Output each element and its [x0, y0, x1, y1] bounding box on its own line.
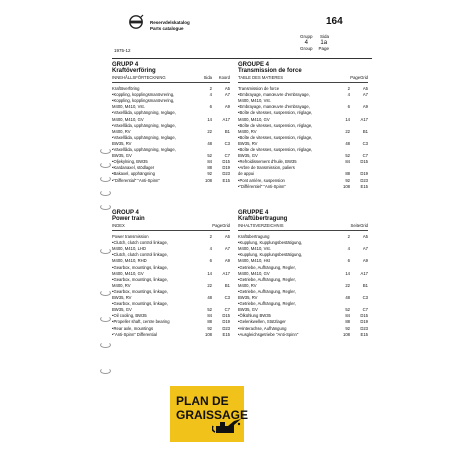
index-row-grid: C3 [224, 295, 230, 301]
section-subtitle: INDEX [112, 223, 125, 228]
index-row-text: M400, M410, Vst. [112, 104, 145, 110]
index-row-text: BW35, RV [238, 140, 258, 146]
section-group: GRUPP 4 [112, 62, 139, 68]
section-group: GROUP 4 [112, 210, 139, 216]
binder-ring-icon [100, 148, 111, 154]
index-row-text: M400, M410, GV [238, 270, 270, 276]
index-row-page: 92 [207, 171, 212, 177]
index-row-text: •Gearbox, mountings, linkage, [112, 264, 168, 270]
index-row-grid: B1 [224, 128, 230, 134]
index-row-page: 14 [345, 116, 350, 122]
index-row-page: 6 [209, 258, 212, 264]
index-row-grid: A5 [362, 234, 368, 240]
index-row-page: 48 [207, 295, 212, 301]
index-row-page: 84 [345, 159, 350, 165]
index-row-page: 108 [343, 331, 350, 337]
index-row-grid: D19 [360, 319, 368, 325]
index-row-grid: A7 [224, 92, 230, 98]
index-row-text: •Koppling, kopplingsmanövrering, [112, 92, 175, 98]
index-row-grid: D19 [222, 165, 230, 171]
index-row-text: •Gelenkwellen, Stützlager [238, 319, 286, 325]
index-row-text: •Arbre de transmission, paliers [238, 165, 295, 171]
index-list [112, 234, 230, 338]
index-row-text: •Boîte de vitesses, suspension, réglage, [238, 122, 313, 128]
section-group: GROUPE 4 [238, 62, 270, 68]
oil-can-icon [212, 416, 242, 438]
index-row-grid: D15 [222, 159, 230, 165]
index-row-text: •Växellåda, upphängning, reglage, [112, 122, 176, 128]
index-row-text: •Embrayage, manœuvre d'embrayage, [238, 104, 310, 110]
index-row-text: •Växellåda, upphängning, reglage, [112, 134, 176, 140]
section-title: Kraftöverföring [112, 68, 156, 74]
group-page-block [300, 34, 329, 52]
index-row-grid: A17 [360, 270, 368, 276]
header-rule [112, 58, 372, 59]
index-row-text: M400, M410, Hst [238, 258, 270, 264]
index-row-text: •Växellåda, upphängning, reglage, [112, 110, 176, 116]
index-row-page: 52 [207, 307, 212, 313]
index-row-text: •Kardanaxel, stödlager [112, 165, 155, 171]
index-row-page: 88 [345, 319, 350, 325]
index-row-text: •Clutch, clutch control linkage, [112, 252, 168, 258]
index-row-page: 2 [209, 234, 212, 240]
sida-value: 1a [320, 40, 328, 46]
index-row-text: •Getriebe, Aufhängung, Regler, [238, 264, 296, 270]
index-row-page: 14 [207, 270, 212, 276]
index-row-text: BW35, GV [238, 153, 258, 159]
index-row-text: BW35, RV [238, 295, 258, 301]
catalogue-date: 1975-12 [114, 48, 131, 53]
index-row-grid: D23 [222, 325, 230, 331]
section-subtitle: INNEHÅLLSFÖRTECKNING [112, 75, 166, 80]
index-row-text: M400, RV [112, 128, 131, 134]
section-rule [112, 230, 230, 231]
index-row-text: M400, RV [238, 282, 257, 288]
index-row-text: •Boîte de vitesses, suspension, réglage, [238, 134, 313, 140]
index-row-text: Transmission de force [238, 86, 280, 92]
index-row-grid: C7 [362, 153, 368, 159]
index-row-text: •Refroidissement d'huile, BW35 [238, 159, 297, 165]
index-row-text: •"Differential" "Anti-Spinn" [112, 177, 160, 183]
index-row-text: •Boîte de vitesses, suspension, réglage, [238, 110, 313, 116]
index-row-text: •Gearbox, mountings, linkage, [112, 276, 168, 282]
index-row-text: •Getriebe, Aufhängung, Regler, [238, 276, 296, 282]
binder-ring-icon [100, 190, 111, 196]
index-row-page: 88 [207, 165, 212, 171]
index-row-grid: B1 [224, 282, 230, 288]
index-row-page: 2 [209, 86, 212, 92]
gruppe-label: Grupp [300, 34, 313, 39]
section-group: GRUPPE 4 [238, 210, 269, 216]
section-subtitle: TABLE DES MATIERES [238, 75, 283, 80]
index-row-text: •Getriebe, Aufhängung, Regler, [238, 301, 296, 307]
index-row-text: BW35, RV [112, 140, 132, 146]
index-row-page: 4 [347, 246, 350, 252]
index-row-text: M400, M410, Vst. [238, 98, 271, 104]
index-row-page: 22 [207, 282, 212, 288]
index-row-text: •Koppling, kopplingsmanövrering, [112, 98, 175, 104]
index-row-text: M400, M410, GV [112, 270, 144, 276]
binder-ring-icon [100, 316, 111, 322]
index-row-grid: D19 [222, 319, 230, 325]
index-row-grid: D23 [360, 325, 368, 331]
index-row-grid: C7 [224, 153, 230, 159]
index-row-grid: A5 [362, 86, 368, 92]
index-row-grid: D15 [360, 159, 368, 165]
index-row-page: 48 [207, 140, 212, 146]
index-row-text: •"Anti-Spinn" Differential [112, 331, 157, 337]
stamp-line2: GRAISSAGE [176, 408, 249, 422]
index-row-text: •Hinterachse, Aufhängung [238, 325, 287, 331]
index-row-page: 6 [347, 104, 350, 110]
index-row-grid: A17 [222, 116, 230, 122]
section-title: Power train [112, 216, 145, 222]
binder-ring-icon [100, 162, 111, 168]
index-row-page: 22 [207, 128, 212, 134]
index-row-text: •Bakaxel, upphängning [112, 171, 155, 177]
index-row-page: 52 [345, 307, 350, 313]
index-row-grid: E15 [222, 331, 230, 337]
index-row-page: 52 [207, 153, 212, 159]
index-row-grid: A9 [224, 104, 230, 110]
index-row-grid: A7 [362, 92, 368, 98]
index-row-text: Power transmission [112, 234, 149, 240]
index-row-text: •Propeller shaft, centre bearing [112, 319, 170, 325]
index-row-page: 6 [347, 258, 350, 264]
section-german [238, 210, 368, 338]
index-row-text: BW35, RV [112, 295, 132, 301]
index-row [238, 184, 368, 190]
index-row-text: Kraftöverföring [112, 86, 140, 92]
col-grid-header: Grid [360, 223, 368, 228]
index-row-grid: A17 [222, 270, 230, 276]
index-row-page: 22 [345, 128, 350, 134]
binder-ring-icon [100, 248, 111, 254]
index-row-text: •Rear axle, mountings [112, 325, 154, 331]
page-number: 164 [326, 16, 343, 27]
index-row-text: BW35, GV [112, 307, 132, 313]
index-row-grid: A5 [224, 234, 230, 240]
index-row-text: •Ölkühlung BW35 [238, 313, 271, 319]
index-row-text: •Kupplung, Kupplungsbestätigung, [238, 240, 303, 246]
index-row-page: 52 [345, 153, 350, 159]
title-english: Parts catalogue [150, 26, 184, 31]
index-row-text: BW35, GV [238, 307, 258, 313]
index-row-page: 108 [205, 177, 212, 183]
section-rule [238, 230, 368, 231]
index-row-text: de appui [238, 171, 255, 177]
index-row-text: •Boîte de vitesses, suspension, réglage, [238, 147, 313, 153]
binder-ring-icon [100, 176, 111, 182]
index-row-grid: C7 [362, 307, 368, 313]
index-row-grid: A7 [362, 246, 368, 252]
index-row-grid: A7 [224, 246, 230, 252]
index-row-grid: A9 [362, 104, 368, 110]
index-row-page: 48 [345, 140, 350, 146]
index-row-text: M400, M410, Vst. [238, 246, 271, 252]
sida-label: Sida [320, 34, 330, 39]
index-row-text: BW35, GV [112, 153, 132, 159]
index-list [238, 86, 368, 190]
plan-de-graissage-stamp[interactable] [170, 386, 249, 442]
index-row-text: •Clutch, clutch control linkage, [112, 240, 168, 246]
index-row-grid: D15 [222, 313, 230, 319]
index-row-text: •Gearbox, mountings, linkage, [112, 301, 168, 307]
col-grid-header: Koord [218, 75, 230, 80]
group-value: 4 [304, 40, 308, 46]
index-row-grid: B1 [362, 128, 368, 134]
binder-ring-icon [100, 290, 111, 296]
page-label: Page [318, 46, 330, 51]
index-row-text: M400, M410, LHD [112, 246, 146, 252]
index-row-page: 2 [347, 234, 350, 240]
section-title: Transmission de force [238, 68, 302, 74]
index-row-page: 108 [205, 331, 212, 337]
index-row-text: Kraftübertragung [238, 234, 270, 240]
col-grid-header: Grid [222, 223, 230, 228]
index-row-text: •Gearbox, mountings, linkage, [112, 288, 168, 294]
index-row-grid: A5 [224, 86, 230, 92]
index-row-grid: C3 [224, 140, 230, 146]
index-row-text: •"Différentiel" "Anti-Spinn" [238, 183, 286, 189]
index-row-text: M400, RV [238, 128, 257, 134]
index-row-text: •Växellåda, upphängning, reglage, [112, 147, 176, 153]
index-row-page: 4 [347, 92, 350, 98]
stamp-line1: PLAN DE [176, 394, 229, 408]
index-row-text: •Kupplung, Kupplungsbestätigung, [238, 252, 303, 258]
index-row-page: 92 [207, 325, 212, 331]
binder-ring-icon [100, 342, 111, 348]
index-row-text: •Pont arrière, suspension [238, 177, 285, 183]
index-row-page: 92 [345, 325, 350, 331]
index-row-text: M400, M410, GV [112, 116, 144, 122]
index-row-page: 2 [347, 86, 350, 92]
section-french [238, 62, 368, 190]
title-swedish: Reservdelskatalog [150, 20, 190, 25]
index-row-text: M400, RV [112, 282, 131, 288]
index-row-text: M400, M410, RHD [112, 258, 147, 264]
index-row-grid: D15 [360, 313, 368, 319]
index-row-grid: D19 [360, 171, 368, 177]
section-rule [112, 82, 230, 83]
index-row [112, 332, 230, 338]
index-row-text: •Ausgleichsgetriebe "Anti-Spinn" [238, 331, 299, 337]
index-row-page: 48 [345, 295, 350, 301]
col-page-header: Seite [350, 223, 361, 228]
index-list [238, 234, 368, 338]
index-row-page: 4 [209, 92, 212, 98]
volvo-logo-icon [128, 14, 144, 30]
index-row-page: 84 [207, 159, 212, 165]
section-english [112, 210, 230, 338]
index-row-page: 22 [345, 282, 350, 288]
col-page-header: Page [350, 75, 361, 80]
section-subtitle: INHALTSVERZEICHNIS [238, 223, 284, 228]
binder-ring-icon [100, 368, 111, 374]
index-list [112, 86, 230, 184]
index-row-page: 14 [345, 270, 350, 276]
index-row-grid: D23 [222, 171, 230, 177]
index-row-grid: C3 [362, 140, 368, 146]
index-row-grid: B1 [362, 282, 368, 288]
index-row-text: M400, M410, GV [238, 116, 270, 122]
index-row-text: •Getriebe, Aufhängung, Regler, [238, 288, 296, 294]
index-row [112, 178, 230, 184]
col-page-header: Page [212, 223, 223, 228]
index-row-page: 88 [345, 171, 350, 177]
index-row-text: •Embrayage, manœuvre d'embrayage, [238, 92, 310, 98]
index-row-grid: E15 [360, 331, 368, 337]
index-row-grid: C7 [224, 307, 230, 313]
index-row-page: 4 [209, 246, 212, 252]
index-row-text: •Oil cooling, BW35 [112, 313, 147, 319]
index-row-page: 84 [207, 313, 212, 319]
col-page-header: Sida [203, 75, 212, 80]
index-row-grid: A17 [360, 116, 368, 122]
index-row-grid: C3 [362, 295, 368, 301]
section-swedish [112, 62, 230, 184]
section-title: Kraftübertragung [238, 216, 288, 222]
section-rule [238, 82, 368, 83]
index-row-grid: D23 [360, 177, 368, 183]
index-row-text: •Oljekylning, BW35 [112, 159, 148, 165]
index-row-page: 88 [207, 319, 212, 325]
index-row-grid: E15 [360, 183, 368, 189]
binder-ring-icon [100, 204, 111, 210]
index-row-grid: E15 [222, 177, 230, 183]
catalogue-title [150, 20, 190, 32]
index-row-page: 84 [345, 313, 350, 319]
index-row-grid: A9 [224, 258, 230, 264]
index-row-page: 92 [345, 177, 350, 183]
index-row-page: 14 [207, 116, 212, 122]
group-label: Group [300, 46, 313, 51]
index-row-grid: A9 [362, 258, 368, 264]
index-row-page: 6 [209, 104, 212, 110]
index-row-page: 108 [343, 183, 350, 189]
col-grid-header: Grid [360, 75, 368, 80]
index-row [238, 332, 368, 338]
